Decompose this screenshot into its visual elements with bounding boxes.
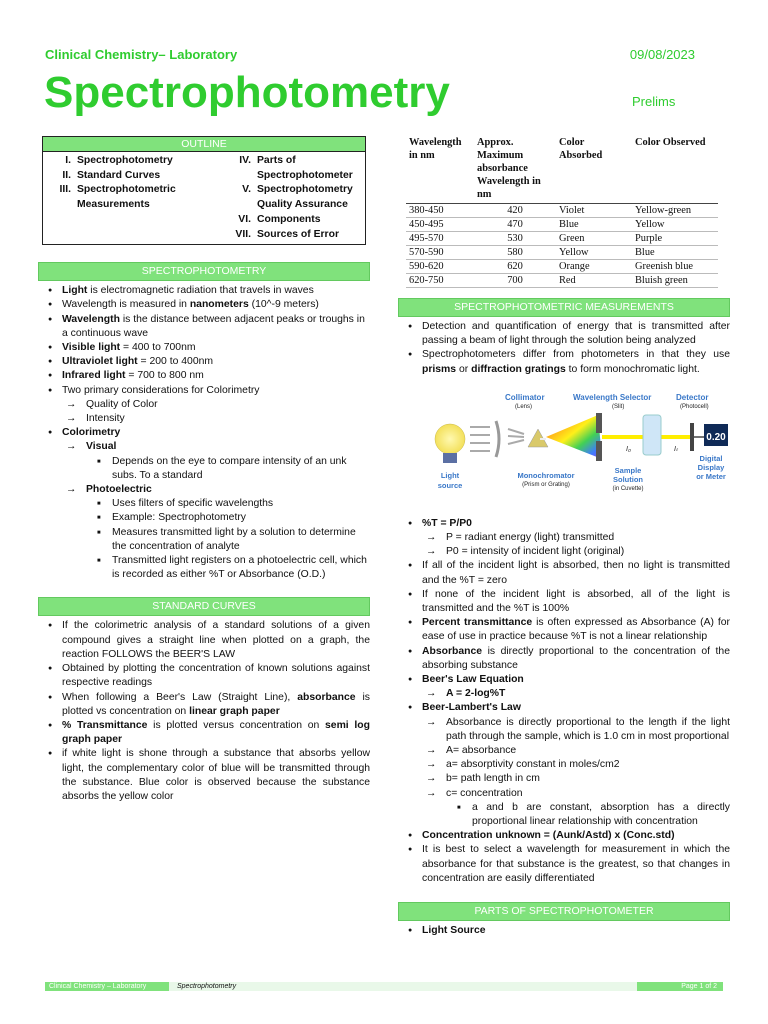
display-reading: 0.20 [706, 431, 726, 443]
table-cell: 450-495 [406, 218, 474, 232]
table-cell: 495-570 [406, 232, 474, 246]
table-cell: 700 [474, 274, 556, 288]
table-cell: 580 [474, 246, 556, 260]
list-item: ● If all of the incident light is absorbed, then no light is transmitted and the %T = zero [398, 559, 730, 587]
outline-num: V. [242, 184, 251, 196]
outline-num: I. [65, 155, 71, 166]
list-item: ● Beer's Law Equation → A = 2-log%T [398, 673, 730, 701]
course-name: Clinical Chemistry– Laboratory [45, 47, 238, 62]
table-cell: Blue [632, 246, 718, 260]
svg-text:or Meter: or Meter [696, 471, 726, 481]
table-cell: 590-620 [406, 260, 474, 274]
list-item: ● Ultraviolet light = 200 to 400nm [38, 355, 370, 369]
lens-icon [496, 421, 499, 457]
list-item: → A= absorbance [422, 744, 730, 758]
svg-text:(Lens): (Lens) [515, 403, 533, 410]
table-row [406, 274, 718, 288]
parts-list [398, 924, 730, 938]
section-header-parts: PARTS OF SPECTROPHOTOMETER [398, 902, 730, 921]
section-header-spectrophotometry: SPECTROPHOTOMETRY [38, 262, 370, 281]
list-item: → Absorbance is directly proportional to the length if the light path through the sample, which is 1.0 cm in most proportional [422, 716, 730, 744]
spectrophotometer-diagram [428, 389, 728, 509]
list-item: ● Visible light = 400 to 700nm [38, 341, 370, 355]
outline-num: II. [62, 169, 71, 181]
list-item: → c= concentration ■ a and b are constant, absorption has a directly proportional linear relationship with concentration [422, 787, 730, 830]
formula-list [398, 517, 730, 886]
list-item: ● Two primary considerations for Colorimetry → Quality of Color → Intensity [38, 384, 370, 427]
svg-text:Display: Display [697, 462, 725, 472]
list-item: ● Wavelength is measured in nanometers (10^-9 meters) [38, 298, 370, 312]
list-item: ■ Example: Spectrophotometry [86, 511, 370, 525]
detector-icon [690, 423, 694, 451]
svg-text:(Prism or Grating): (Prism or Grating) [522, 481, 570, 488]
list-item: ● It is best to select a wavelength for measurement in which the absorbance for that substance is the greatest, so that changes in concentration are easily differentiated [398, 843, 730, 886]
table-row [406, 204, 718, 218]
outline-item: Spectrophotometric [77, 184, 176, 196]
footer-topic: Spectrophotometry [177, 983, 237, 990]
list-item: ● Absorbance is directly proportional to the concentration of the absorbing substance [398, 645, 730, 673]
table-row [406, 246, 718, 260]
table-cell: 530 [474, 232, 556, 246]
table-cell: Blue [556, 218, 632, 232]
right-column [398, 134, 730, 938]
table-cell: 470 [474, 218, 556, 232]
selector-label: Wavelength Selector [573, 392, 652, 402]
table-header: Approx. Maximum absorbance Wavelength in nm [474, 134, 556, 204]
light-source-label: Light [440, 470, 460, 480]
wavelength-table [406, 134, 718, 288]
table-cell: Greenish blue [632, 260, 718, 274]
outline-item: Spectrophotometry [257, 184, 353, 196]
section-header-standard-curves: STANDARD CURVES [38, 597, 370, 616]
table-cell: 620-750 [406, 274, 474, 288]
term-label: Prelims [632, 94, 676, 109]
outline-item: Sources of Error [257, 228, 339, 240]
sample-label: Sample [614, 465, 642, 475]
list-item: → P = radiant energy (light) transmitted [422, 531, 730, 545]
list-item: ● Wavelength is the distance between adjacent peaks or troughs in a continuous wave [38, 313, 370, 341]
list-item: → Intensity [62, 412, 370, 426]
page-number: Page 1 of 2 [637, 982, 723, 991]
list-item: ● Beer-Lambert's Law → Absorbance is directly proportional to the length if the light path through the sample, which is 1.0 cm in most proportional → A= absorbance → a= absorptivity constant in moles/cm2 → b= path length in cm → c= concentration ■ a and b are constant, absorption has a directly proportional linear relationship with concentration [398, 701, 730, 829]
list-item: ■ a and b are constant, absorption has a directly proportional linear relationship with concentration [446, 801, 730, 829]
table-cell: Yellow [632, 218, 718, 232]
table-row [406, 218, 718, 232]
light-source-icon [435, 424, 465, 454]
list-item: ● Obtained by plotting the concentration of known solutions against respective readings [38, 662, 370, 690]
list-item: ● When following a Beer's Law (Straight Line), absorbance is plotted vs concentration on linear graph paper [38, 691, 370, 719]
outline-num [209, 169, 257, 184]
outline-box [42, 136, 366, 245]
outline-item: Parts of [257, 155, 296, 166]
table-cell: Yellow-green [632, 204, 718, 218]
list-item: ● Light Source [398, 924, 730, 938]
outline-num: VII. [235, 228, 251, 240]
table-row [406, 260, 718, 274]
svg-text:Iₜ: Iₜ [674, 445, 679, 453]
standard-list [38, 619, 370, 804]
table-cell: 620 [474, 260, 556, 274]
table-cell: Red [556, 274, 632, 288]
table-cell: Orange [556, 260, 632, 274]
spectrum-icon [546, 415, 602, 459]
section-header-measurements: SPECTROPHOTOMETRIC MEASUREMENTS [398, 298, 730, 317]
diagram-svg [428, 389, 728, 509]
bulb-base-icon [443, 453, 457, 463]
svg-text:(Slit): (Slit) [612, 403, 625, 410]
table-header: Color Observed [632, 134, 718, 204]
outline-item: Components [257, 213, 321, 225]
list-item: ● % Transmittance is plotted versus concentration on semi log graph paper [38, 719, 370, 747]
page-title: Spectrophotometry [44, 68, 450, 117]
list-item: → P0 = intensity of incident light (original) [422, 545, 730, 559]
list-item: ● If none of the incident light is absorbed, all of the light is transmitted and the %T is 100% [398, 588, 730, 616]
list-item: ● Infrared light = 700 to 800 nm [38, 369, 370, 383]
list-item: ● If the colorimetric analysis of a standard solutions of a given compound gives a straight line when plotted on a graph, the reaction FOLLOWS the BEER'S LAW [38, 619, 370, 662]
monochromator-label: Monochromator [517, 470, 575, 480]
list-item: ■ Measures transmitted light by a solution to determine the concentration of analyte [86, 526, 370, 554]
list-item: ● Spectrophotometers differ from photometers in that they use prisms or diffraction gratings to form monochromatic light. [398, 348, 730, 376]
outline-num: VI. [238, 213, 251, 225]
list-item: ● Percent transmittance is often expressed as Absorbance (A) for ease of use in practice because %T is not a linear relationship [398, 616, 730, 644]
list-item: ● if white light is shone through a substance that absorbs yellow light, the complementary color of blue will be transmitted through the substance. Blue color is observed because the substance absorbs the yellow color [38, 747, 370, 804]
footer [45, 980, 723, 990]
list-item: ● %T = P/P0 → P = radiant energy (light) transmitted → P0 = intensity of incident light (original) [398, 517, 730, 560]
slit-upper [596, 413, 602, 433]
outline-item: Standard Curves [77, 169, 161, 181]
list-item: → Visual ■ Depends on the eye to compare intensity of an unk subs. To a standard [62, 440, 370, 483]
detector-label: Detector [676, 392, 709, 402]
table-cell: Green [556, 232, 632, 246]
left-column [38, 136, 370, 804]
svg-text:(in Cuvette): (in Cuvette) [612, 485, 644, 492]
table-cell: 420 [474, 204, 556, 218]
outline-num: IV. [239, 155, 251, 166]
cuvette-icon [643, 415, 661, 455]
list-item: ● Detection and quantification of energy that is transmitted after passing a beam of light through the solution being analyzed [398, 320, 730, 348]
table-header: Wavelength in nm [406, 134, 474, 204]
svg-text:I₀: I₀ [626, 445, 631, 453]
table-cell: Purple [632, 232, 718, 246]
table-cell: 570-590 [406, 246, 474, 260]
svg-text:(Photocell): (Photocell) [680, 403, 709, 410]
measure-list [398, 320, 730, 377]
list-item: ● Concentration unknown = (Aunk/Astd) x (Conc.std) [398, 829, 730, 843]
spectro-list [38, 284, 370, 582]
list-item: → b= path length in cm [422, 772, 730, 786]
outline-num [209, 198, 257, 213]
table-cell: Violet [556, 204, 632, 218]
outline-num: III. [59, 184, 71, 196]
list-item: ● Colorimetry → Visual ■ Depends on the eye to compare intensity of an unk subs. To a standard → Photoelectric ■ Uses filters of specific wavelengths ■ Example: Spectrophotometry ■ Measures transmitted light by a solution to determine the concentration of analyte ■ Transmitted light registers on a photoelectric cell, which is recorded as either %T or Absorbance (O.D.) [38, 426, 370, 582]
list-item: → Quality of Color [62, 398, 370, 412]
list-item: ■ Uses filters of specific wavelengths [86, 497, 370, 511]
svg-text:source: source [437, 480, 463, 490]
outline-header: OUTLINE [43, 137, 365, 152]
list-item: → Photoelectric ■ Uses filters of specific wavelengths ■ Example: Spectrophotometry ■ Measures transmitted light by a solution to determine the concentration of analyte ■ Transmitted light registers on a photoelectric cell, which is recorded as either %T or Absorbance (O.D.) [62, 483, 370, 582]
date: 09/08/2023 [629, 47, 695, 62]
outline-item: Measurements [77, 199, 150, 211]
collimator-label: Collimator [505, 392, 545, 402]
outline-num [43, 198, 77, 213]
list-item: ■ Transmitted light registers on a photoelectric cell, which is recorded as either %T or Absorbance (O.D.) [86, 554, 370, 582]
list-item: → a= absorptivity constant in moles/cm2 [422, 758, 730, 772]
footer-course: Clinical Chemistry – Laboratory [45, 982, 169, 991]
table-cell: 380-450 [406, 204, 474, 218]
svg-text:Solution: Solution [613, 474, 643, 484]
list-item: → A = 2-log%T [422, 687, 730, 701]
display-label: Digital [699, 453, 723, 463]
list-item: ● Light is electromagnetic radiation that travels in waves [38, 284, 370, 298]
table-row [406, 232, 718, 246]
table-cell: Bluish green [632, 274, 718, 288]
outline-item: Quality Assurance [257, 199, 348, 211]
list-item: ■ Depends on the eye to compare intensity of an unk subs. To a standard [86, 455, 370, 483]
outline-item: Spectrophotometer [257, 169, 353, 181]
table-header: Color Absorbed [556, 134, 632, 204]
table-cell: Yellow [556, 246, 632, 260]
slit-lower [596, 441, 602, 461]
outline-item: Spectrophotometry [77, 155, 173, 166]
